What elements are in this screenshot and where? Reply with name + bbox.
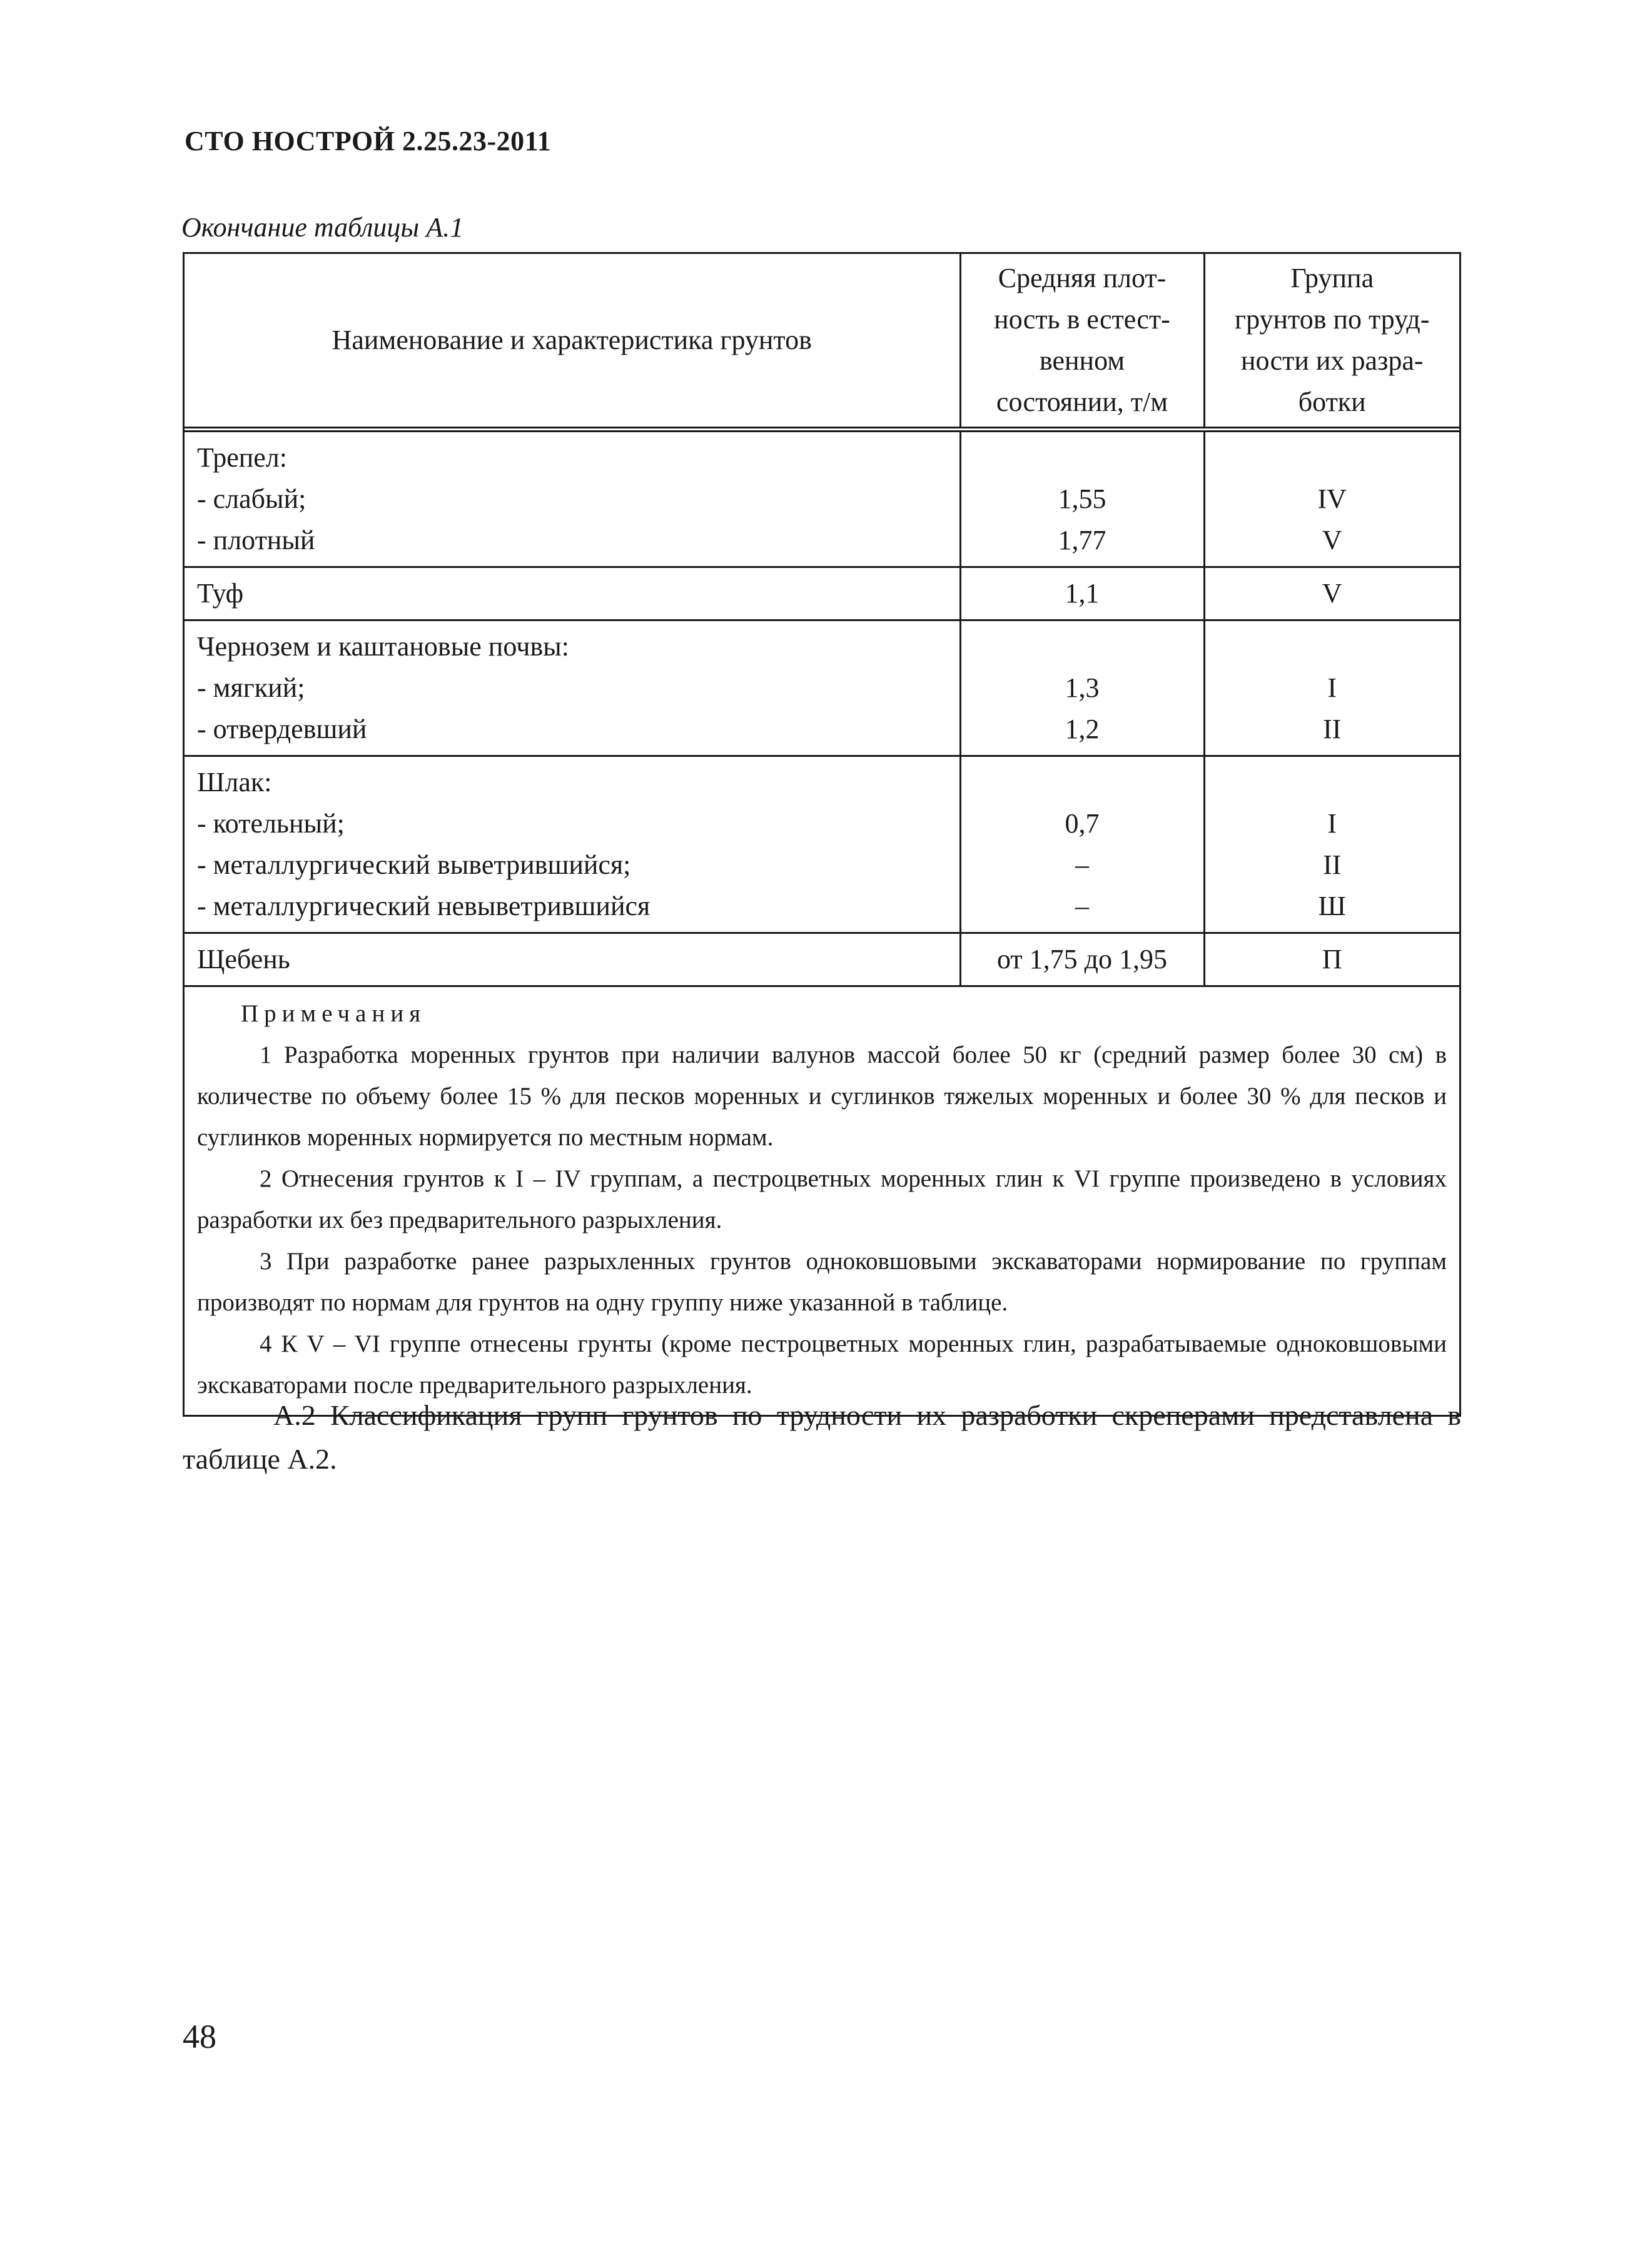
row-group: I II Ш (1204, 756, 1459, 933)
note-item: 2 Отнесения грунтов к I – IV группам, а пестроцветных моренных глин к VI группе произведено в условиях разработки их без предварительного разрыхления. (197, 1165, 1447, 1233)
row-name: Трепел: - слабый; - плотный (185, 430, 960, 567)
row-group: V (1204, 567, 1459, 620)
row-name: Туф (185, 567, 960, 620)
note-item: 4 К V – VI группе отнесены грунты (кроме пестроцветных моренных глин, разрабатываемые одноковшовыми экскаваторами после предварительного разрыхления. (197, 1330, 1447, 1399)
page-number: 48 (183, 2018, 216, 2055)
note-item: 1 Разработка моренных грунтов при наличии валунов массой более 50 кг (средний размер более 30 см) в количестве по объему более 15 % для песков моренных и суглинков тяжелых моренных и более 30 % для песков и суглинков моренных нормируется по местным нормам. (197, 1041, 1447, 1151)
row-density: 1,1 (960, 567, 1204, 620)
row-name: Щебень (185, 933, 960, 986)
table-row (185, 756, 1459, 933)
notes-title: Примечания (241, 1000, 427, 1027)
row-group: П (1204, 933, 1459, 986)
row-density: 0,7 – – (960, 756, 1204, 933)
row-name: Чернозем и каштановые почвы: - мягкий; - отвердевший (185, 620, 960, 756)
document-header: СТО НОСТРОЙ 2.25.23-2011 (185, 126, 552, 156)
row-density: 1,3 1,2 (960, 620, 1204, 756)
soil-table (183, 252, 1461, 1417)
table-row (185, 620, 1459, 756)
table-row (185, 430, 1459, 567)
table-notes (185, 985, 1459, 1415)
table-caption: Окончание таблицы А.1 (181, 212, 464, 243)
row-group: IV V (1204, 430, 1459, 567)
table-row (185, 567, 1459, 620)
header-density: Средняя плот- ность в естест- венном состоянии, т/м (960, 254, 1204, 430)
row-density: от 1,75 до 1,95 (960, 933, 1204, 986)
row-name: Шлак: - котельный; - металлургический выветрившийся; - металлургический невыветрившийся (185, 756, 960, 933)
body-paragraph: А.2 Классификация групп грунтов по трудности их разработки скреперами представлена в таблице А.2. (183, 1399, 1461, 1475)
row-density: 1,55 1,77 (960, 430, 1204, 567)
note-item: 3 При разработке ранее разрыхленных грунтов одноковшовыми экскаваторами нормирование по группам производят по нормам для грунтов на одну группу ниже указанной в таблице. (197, 1248, 1447, 1316)
header-group: Группа грунтов по труд- ности их разра- ботки (1204, 254, 1459, 430)
header-name: Наименование и характеристика грунтов (332, 325, 812, 355)
row-group: I II (1204, 620, 1459, 756)
table-row (185, 933, 1459, 986)
table-header-row (185, 254, 1459, 430)
